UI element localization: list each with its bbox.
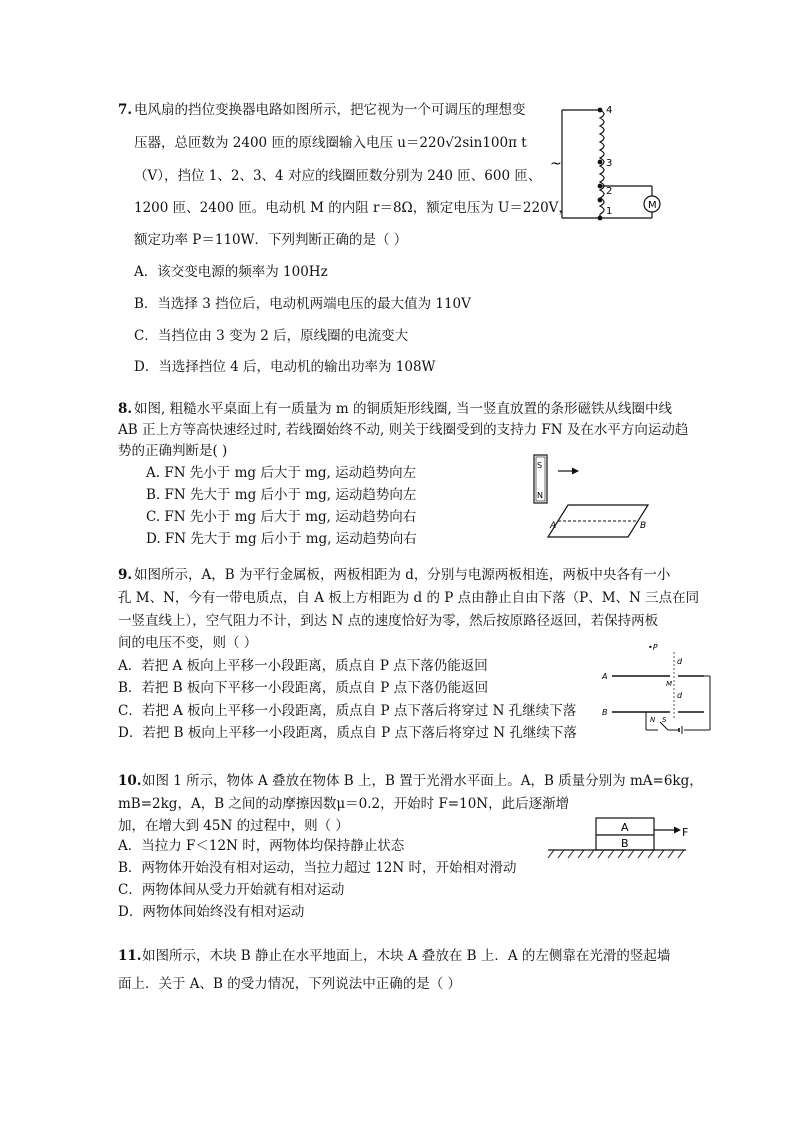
question-text: mB=2kg，A，B 之间的动摩擦因数μ＝0.2，开始时 F=10N，此后逐渐增 [118,796,570,812]
option-b: B. FN 先大于 mg 后小于 mg, 运动趋势向左 [146,487,417,503]
option-d: D．若把 B 板向上平移一小段距离，质点自 P 点下落后将穿过 N 孔继续下落 [118,725,577,741]
option-c: C．两物体间从受力开始就有相对运动 [118,882,345,898]
question-text: 如图, 粗糙水平桌面上有一质量为 m 的铜质矩形线圈, 当一竖直放置的条形磁铁从线圈中线 [134,401,673,417]
ac-source-symbol: ~ [550,156,562,172]
option-d: D. FN 先大于 mg 后小于 mg, 运动趋势向右 [146,531,417,547]
tap-1-label: 1 [606,206,613,217]
distance-d-upper: d [677,657,683,666]
stacked-blocks-figure [544,814,694,862]
option-b: B．当选择 3 挡位后，电动机两端电压的最大值为 110V [134,296,471,312]
question-number: 8. [118,401,133,417]
question-number: 7. [118,102,133,118]
block-a-label: A [621,821,629,834]
magnet-n-label: N [537,491,543,500]
point-b-label: B [640,521,647,531]
option-c: C．若把 A 板向上平移一小段距离，质点自 P 点下落后将穿过 N 孔继续下落 [118,703,577,719]
question-text: 加，在增大到 45N 的过程中，则（ ） [118,818,349,834]
option-a: A．该交变电源的频率为 100Hz [134,264,328,280]
question-text: （V），挡位 1、2、3、4 对应的线圈匝数分别为 240 匝、600 匝、 [134,168,542,184]
plate-b-label: B [602,708,608,717]
question-text: 1200 匝、2400 匝。电动机 M 的内阻 r＝8Ω，额定电压为 U＝220V， [134,200,572,216]
option-a: A. FN 先小于 mg 后大于 mg, 运动趋势向左 [146,465,417,481]
point-p-label: •P [648,643,658,652]
magnet-s-label: S [537,461,543,470]
magnet-coil-figure [528,453,653,545]
question-text: 如图 1 所示，物体 A 叠放在物体 B 上，B 置于光滑水平面上。A，B 质量分别为 mA=6kg， [142,773,703,789]
block-b-label: B [621,837,629,850]
question-text: 如图所示，A，B 为平行金属板，两板相距为 d，分别与电源两板相连，两板中央各有一小 [134,567,671,583]
question-text: AB 正上方等高快速经过时, 若线圈始终不动, 则关于线圈受到的支持力 FN 及在水平方向运动趋 [118,422,689,438]
question-text: 额定功率 P＝110W．下列判断正确的是（ ） [134,232,408,248]
option-a: A．当拉力 F＜12N 时，两物体均保持静止状态 [118,838,405,854]
switch-s-label: S [662,716,667,724]
question-text: 势的正确判断是( ) [118,443,228,459]
option-d: D．两物体间始终没有相对运动 [118,904,305,920]
hole-m-label: M [666,680,673,688]
point-a-label: A [550,521,557,531]
option-c: C．当挡位由 3 变为 2 后，原线圈的电流变大 [134,328,409,344]
hole-n-label: N [650,716,656,724]
parallel-plates-figure [598,642,718,736]
option-a: A．若把 A 板向上平移一小段距离，质点自 P 点下落仍能返回 [118,658,488,674]
question-text: 间的电压不变，则（ ） [118,635,258,651]
question-text: 如图所示，木块 B 静止在水平地面上，木块 A 叠放在 B 上．A 的左侧靠在光滑的竖起墙 [142,948,671,964]
question-text: 面上．关于 A、B 的受力情况，下列说法中正确的是（ ） [118,976,462,992]
question-text: 一竖直线上），空气阻力不计，到达 N 点的速度恰好为零，然后按原路径返回，若保持两板 [118,613,659,629]
option-b: B．若把 B 板向下平移一小段距离，质点自 P 点下落仍能返回 [118,680,489,696]
question-number: 9. [118,567,133,583]
question-number: 11. [118,948,142,964]
option-b: B．两物体开始没有相对运动，当拉力超过 12N 时，开始相对滑动 [118,860,517,876]
option-c: C. FN 先小于 mg 后大于 mg, 运动趋势向右 [146,509,417,525]
option-d: D．当选择挡位 4 后，电动机的输出功率为 108W [134,359,436,375]
question-text: 电风扇的挡位变换器电路如图所示，把它视为一个可调压的理想变 [134,102,526,118]
motor-label: M [648,200,657,211]
tap-4-label: 4 [606,105,613,116]
tap-3-label: 3 [606,158,613,169]
transformer-circuit-figure [548,100,663,230]
question-number: 10. [118,773,142,789]
question-text: 压器，总匝数为 2400 匝的原线圈输入电压 u＝220√2sin100π t [134,135,527,151]
force-f-label: F [682,826,689,839]
tap-2-label: 2 [606,186,613,197]
distance-d-lower: d [677,691,683,700]
plate-a-label: A [602,672,608,681]
question-text: 孔 M、N，今有一带电质点，自 A 板上方相距为 d 的 P 点由静止自由下落（P、M、N 三点在同 [118,590,700,606]
